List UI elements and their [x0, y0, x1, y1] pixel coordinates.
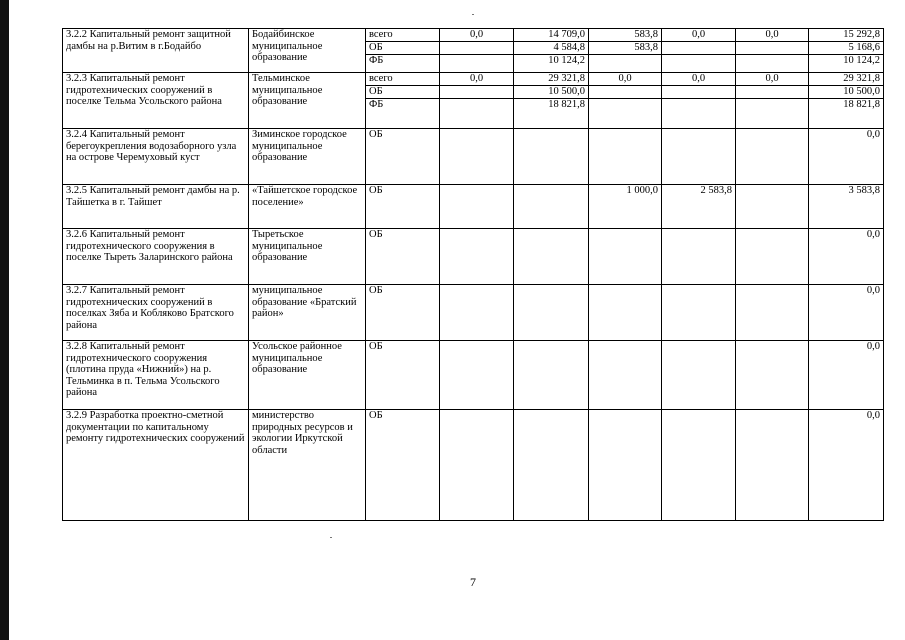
funding-source: всего: [366, 73, 440, 86]
value-cell: [440, 341, 514, 410]
value-cell: 10 124,2: [514, 55, 589, 73]
value-cell: 0,0: [589, 73, 662, 86]
document-page: [62, 28, 884, 521]
total-cell: 10 500,0: [809, 86, 884, 99]
value-cell: [662, 55, 736, 73]
total-cell: 10 124,2: [809, 55, 884, 73]
value-cell: [736, 55, 809, 73]
value-cell: 10 500,0: [514, 86, 589, 99]
measure-title: 3.2.4 Капитальный ремонт берегоукрепления водозаборного узла на острове Черемуховый куст: [63, 129, 249, 185]
value-cell: [440, 410, 514, 521]
executor: «Тайшетское городское поселение»: [249, 185, 366, 229]
funding-source: ОБ: [366, 42, 440, 55]
executor: Тыретьское муниципальное образование: [249, 229, 366, 285]
value-cell: 4 584,8: [514, 42, 589, 55]
table-row: [63, 229, 884, 285]
value-cell: [662, 99, 736, 129]
value-cell: [440, 185, 514, 229]
funding-source: ОБ: [366, 229, 440, 285]
total-cell: 18 821,8: [809, 99, 884, 129]
value-cell: 583,8: [589, 29, 662, 42]
scan-edge: [0, 0, 9, 640]
table-row: [63, 73, 884, 86]
value-cell: 14 709,0: [514, 29, 589, 42]
value-cell: [514, 285, 589, 341]
value-cell: [440, 229, 514, 285]
executor: Усольское районное муниципальное образование: [249, 341, 366, 410]
scan-speck: [330, 537, 332, 538]
value-cell: 29 321,8: [514, 73, 589, 86]
value-cell: 0,0: [736, 29, 809, 42]
value-cell: [514, 129, 589, 185]
funding-source: ОБ: [366, 285, 440, 341]
page-number: 7: [470, 575, 476, 589]
table-row: [63, 129, 884, 185]
value-cell: [589, 341, 662, 410]
value-cell: [589, 229, 662, 285]
value-cell: 0,0: [662, 73, 736, 86]
table-row: [63, 29, 884, 42]
value-cell: [662, 42, 736, 55]
value-cell: 18 821,8: [514, 99, 589, 129]
funding-source: ОБ: [366, 129, 440, 185]
total-cell: 0,0: [809, 341, 884, 410]
measure-title: 3.2.7 Капитальный ремонт гидротехнических сооружений в поселках Зяба и Кобляково Братского района: [63, 285, 249, 341]
value-cell: [662, 129, 736, 185]
value-cell: 0,0: [662, 29, 736, 42]
measure-title: 3.2.9 Разработка проектно-сметной документации по капитальному ремонту гидротехнических сооружений: [63, 410, 249, 521]
value-cell: [736, 185, 809, 229]
table-row: [63, 341, 884, 410]
measure-title: 3.2.8 Капитальный ремонт гидротехнического сооружения (плотина пруда «Нижний») на р. Тельминка в п. Тельма Усольского района: [63, 341, 249, 410]
scan-speck: [472, 14, 474, 15]
value-cell: 0,0: [440, 73, 514, 86]
value-cell: [736, 42, 809, 55]
funding-source: всего: [366, 29, 440, 42]
value-cell: [662, 341, 736, 410]
funding-source: ФБ: [366, 99, 440, 129]
funding-source: ОБ: [366, 86, 440, 99]
total-cell: 0,0: [809, 410, 884, 521]
measure-title: 3.2.3 Капитальный ремонт гидротехнических сооружений в поселке Тельма Усольского района: [63, 73, 249, 129]
table-row: [63, 410, 884, 521]
value-cell: 583,8: [589, 42, 662, 55]
value-cell: 0,0: [736, 73, 809, 86]
value-cell: [662, 410, 736, 521]
value-cell: [589, 86, 662, 99]
executor: Бодайбинское муниципальное образование: [249, 29, 366, 73]
value-cell: [440, 129, 514, 185]
executor: муниципальное образование «Братский район»: [249, 285, 366, 341]
value-cell: [514, 341, 589, 410]
value-cell: [736, 341, 809, 410]
executor: Тельминское муниципальное образование: [249, 73, 366, 129]
total-cell: 3 583,8: [809, 185, 884, 229]
total-cell: 5 168,6: [809, 42, 884, 55]
value-cell: [589, 55, 662, 73]
value-cell: [514, 410, 589, 521]
value-cell: [662, 229, 736, 285]
value-cell: [440, 42, 514, 55]
value-cell: [440, 99, 514, 129]
funding-source: ОБ: [366, 410, 440, 521]
value-cell: [589, 285, 662, 341]
measure-title: 3.2.6 Капитальный ремонт гидротехнического сооружения в поселке Тыреть Заларинского района: [63, 229, 249, 285]
value-cell: 2 583,8: [662, 185, 736, 229]
total-cell: 15 292,8: [809, 29, 884, 42]
value-cell: [589, 129, 662, 185]
funding-source: ФБ: [366, 55, 440, 73]
value-cell: [440, 86, 514, 99]
table-row: [63, 185, 884, 229]
value-cell: [736, 285, 809, 341]
executor: министерство природных ресурсов и экологии Иркутской области: [249, 410, 366, 521]
value-cell: [440, 55, 514, 73]
budget-table: [62, 28, 884, 521]
total-cell: 0,0: [809, 285, 884, 341]
value-cell: [662, 86, 736, 99]
value-cell: [736, 129, 809, 185]
value-cell: [440, 285, 514, 341]
value-cell: [514, 229, 589, 285]
funding-source: ОБ: [366, 185, 440, 229]
value-cell: [589, 99, 662, 129]
value-cell: 1 000,0: [589, 185, 662, 229]
value-cell: [736, 410, 809, 521]
value-cell: [736, 229, 809, 285]
funding-source: ОБ: [366, 341, 440, 410]
table-row: [63, 285, 884, 341]
value-cell: [736, 86, 809, 99]
value-cell: 0,0: [440, 29, 514, 42]
executor: Зиминское городское муниципальное образование: [249, 129, 366, 185]
total-cell: 0,0: [809, 229, 884, 285]
measure-title: 3.2.5 Капитальный ремонт дамбы на р. Тайшетка в г. Тайшет: [63, 185, 249, 229]
value-cell: [589, 410, 662, 521]
measure-title: 3.2.2 Капитальный ремонт защитной дамбы на р.Витим в г.Бодайбо: [63, 29, 249, 73]
value-cell: [736, 99, 809, 129]
value-cell: [514, 185, 589, 229]
value-cell: [662, 285, 736, 341]
total-cell: 0,0: [809, 129, 884, 185]
total-cell: 29 321,8: [809, 73, 884, 86]
